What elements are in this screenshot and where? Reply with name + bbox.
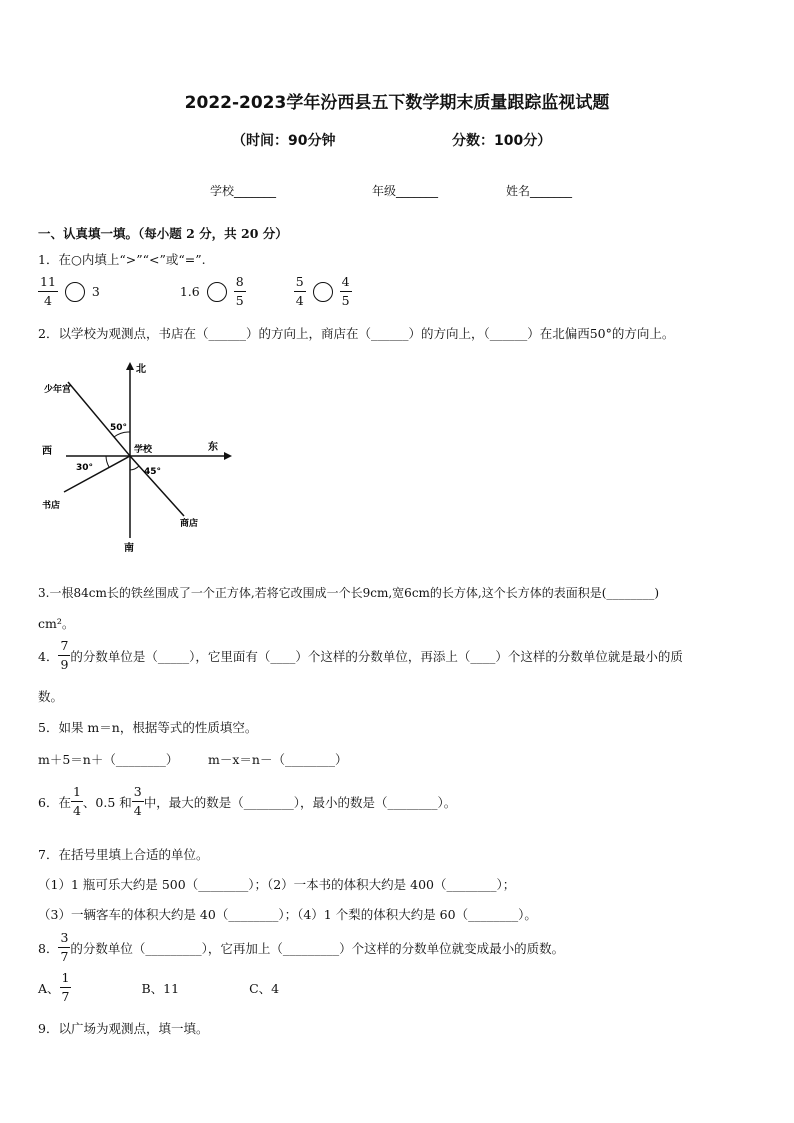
fraction: $\frac{1}{4}$ <box>72 784 81 818</box>
label-angle-30: 30° <box>76 463 94 473</box>
question-9: 9．以广场为观测点，填一填。 <box>38 1021 209 1036</box>
q4-text: 的分数单位是（_____），它里面有（____）个这样的分数单位，再添上（____）个这样的分数单位就是最小的质 <box>70 648 683 664</box>
q8-options <box>38 972 279 1003</box>
label-west: 西 <box>42 446 52 457</box>
q8-number: 8． <box>38 940 59 956</box>
section-heading: 一、认真填一填。（每小题 2 分，共 20 分） <box>38 226 288 241</box>
fraction: $\frac{3}{4}$ <box>133 784 142 818</box>
label-youth-palace: 少年宫 <box>44 385 72 395</box>
label-east: 东 <box>208 442 218 453</box>
option-a-label: A、 <box>38 980 60 996</box>
question-3: 3.一根84cm长的铁丝围成了一个正方体,若将它改围成一个长9cm,宽6cm的长方体,这个长方体的表面积是(________) <box>38 586 660 600</box>
score-label: 分数：100分） <box>452 133 552 149</box>
q1-item-2 <box>180 276 246 307</box>
page-title: 2022-2023学年汾西县五下数学期末质量跟踪监视试题 <box>184 93 610 113</box>
value: 3 <box>91 284 100 299</box>
q6-mid: 、0.5 和 <box>82 794 132 810</box>
fraction: $\frac{5}{4}$ <box>295 274 304 308</box>
east-arrow-icon <box>224 452 232 460</box>
arc-45 <box>130 466 139 470</box>
question-1: 1．在○内填上“>”“<”或“=”. <box>38 252 206 267</box>
question-4-line2: 数。 <box>38 689 64 704</box>
q5-equation-2: m－x＝n－（________） <box>208 752 348 767</box>
arc-30 <box>106 456 109 467</box>
ray-bookstore <box>64 456 130 492</box>
compare-circle[interactable] <box>207 282 227 302</box>
fraction: $\frac{8}{5}$ <box>235 274 244 308</box>
fraction: $\frac{11}{4}$ <box>40 274 56 308</box>
fraction: $\frac{3}{7}$ <box>60 930 69 964</box>
option-a-fraction: $\frac{1}{7}$ <box>61 970 70 1004</box>
label-north: 北 <box>136 364 146 375</box>
question-6 <box>38 786 456 817</box>
question-7: 7．在括号里填上合适的单位。 <box>38 847 209 862</box>
north-arrow-icon <box>126 362 134 370</box>
label-south: 南 <box>124 543 134 554</box>
time-label: （时间：90分钟 <box>232 133 336 149</box>
label-bookstore: 书店 <box>42 501 61 511</box>
q8-text: 的分数单位（_________），它再加上（_________）个这样的分数单位就变成最小的质数。 <box>70 940 565 956</box>
school-field: 学校_______ <box>210 184 277 198</box>
label-angle-45: 45° <box>144 467 162 477</box>
fraction: $\frac{4}{5}$ <box>341 274 350 308</box>
direction-diagram <box>36 356 236 556</box>
ray-shop <box>130 456 184 516</box>
label-school: 学校 <box>134 445 153 455</box>
label-shop: 商店 <box>180 519 199 529</box>
value: 1.6 <box>179 284 200 299</box>
q1-item-3 <box>294 276 352 307</box>
option-b: B、11 <box>141 980 180 996</box>
q1-comparisons <box>38 276 352 307</box>
q5-equation-1: m＋5＝n＋（________） <box>38 752 179 767</box>
grade-field: 年级_______ <box>372 184 439 198</box>
compare-circle[interactable] <box>313 282 333 302</box>
label-angle-50: 50° <box>110 423 128 433</box>
question-3-unit: cm²。 <box>38 616 75 631</box>
question-5: 5．如果 m＝n，根据等式的性质填空。 <box>38 720 258 735</box>
compare-circle[interactable] <box>65 282 85 302</box>
q6-prefix: 6．在 <box>38 794 71 810</box>
question-4 <box>38 640 683 671</box>
question-2: 2．以学校为观测点，书店在（______）的方向上，商店在（______）的方向上，（______）在北偏西50°的方向上。 <box>38 326 675 341</box>
q1-item-1 <box>38 276 100 307</box>
fraction: $\frac{7}{9}$ <box>60 638 69 672</box>
q6-text: 中，最大的数是（________），最小的数是（________）。 <box>143 794 457 810</box>
q7-line-1: （1）1 瓶可乐大约是 500（________）；（2）一本书的体积大约是 400（________）； <box>38 877 516 892</box>
name-field: 姓名_______ <box>506 184 573 198</box>
ray-youth-palace <box>68 382 130 456</box>
q4-number: 4． <box>38 648 59 664</box>
question-8 <box>38 932 564 963</box>
option-c: C、4 <box>249 980 280 996</box>
q7-line-2: （3）一辆客车的体积大约是 40（________）；（4）1 个梨的体积大约是 60（________）。 <box>38 907 537 922</box>
